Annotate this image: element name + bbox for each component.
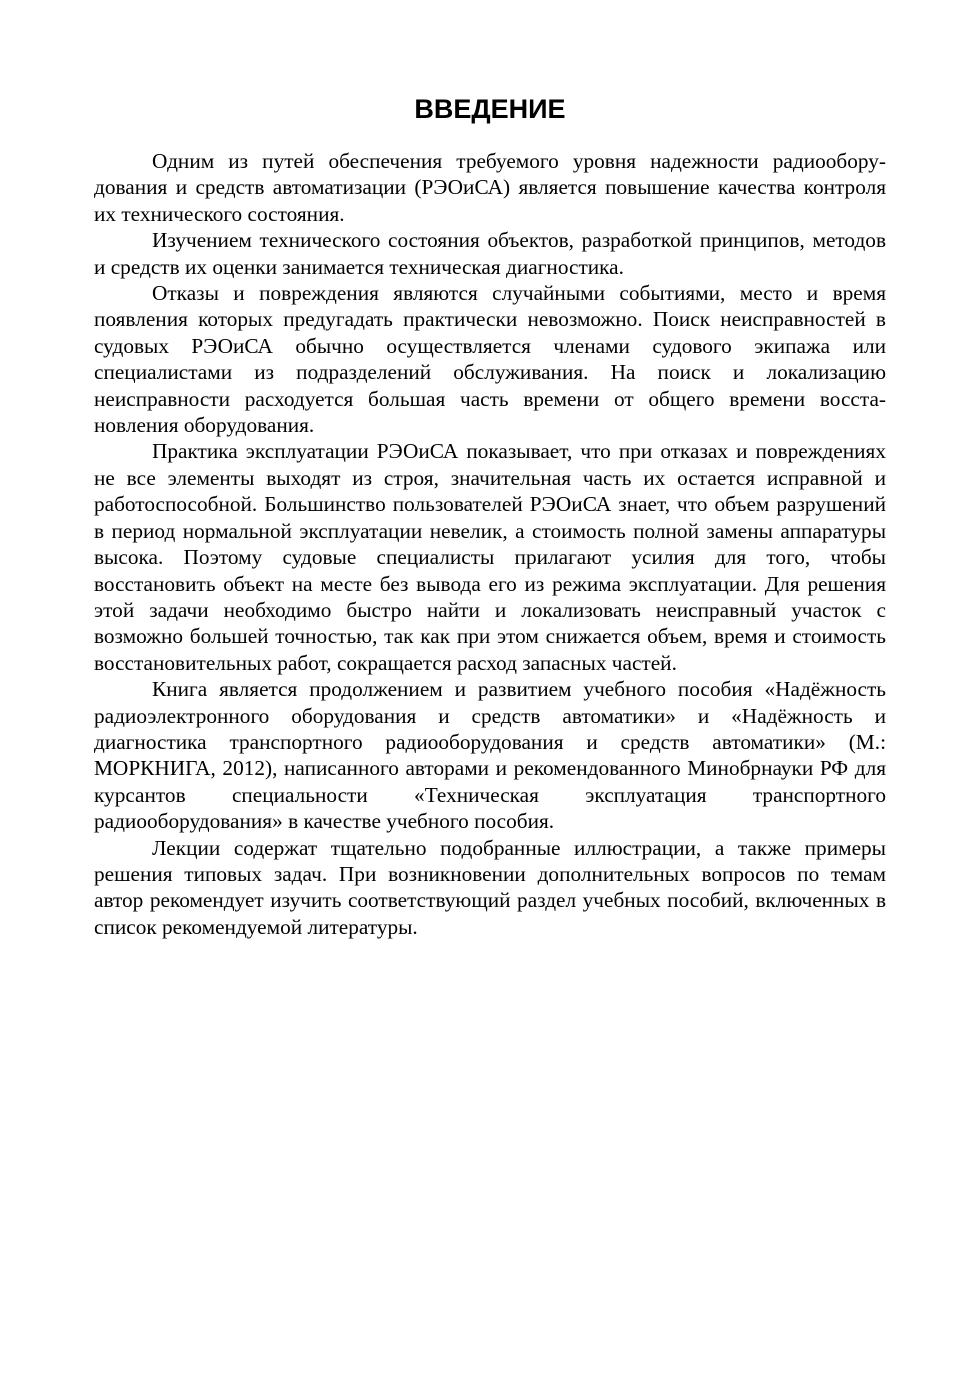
paragraph-5: Книга является продолжением и развитием учебного пособия «Надёжность радиоэлектронного оборудования и средств автоматики» и «Надёжность и диагностика транспортного радиооборудования и средств автоматики» (М.: МОРКНИГА, 2012), написанного авторами и рекомендованного Минобрнауки РФ для курсантов специальности «Техническая эксплуатация транспортного радиооборудования» в качестве учебного пособия. bbox=[94, 677, 886, 834]
body-text bbox=[94, 148, 886, 940]
paragraph-3: Отказы и повреждения являются случайными событиями, место и время появления которых предугадать практически невозможно. Поиск неисправностей в судовых РЭОиСА обычно осуществляется членами судового экипажа или специалистами из подразделений обслуживания. На поиск и локализацию неисправности расходуется большая часть времени от общего времени восстановления оборудования. bbox=[94, 281, 886, 438]
paragraph-2: Изучением технического состояния объектов, разработкой принципов, методов и средств их оценки занимается техническая диагностика. bbox=[94, 228, 886, 279]
paragraph-4: Практика эксплуатации РЭОиСА показывает, что при отказах и повреждениях не все элементы выходят из строя, значительная часть их остается исправной и работоспособной. Большинство пользователей РЭОиСА знает, что объем разрушений в период нормальной эксплуатации невелик, а стоимость полной замены аппаратуры высока. Поэтому судовые специалисты прилагают усилия для того, чтобы восстановить объект на месте без вывода его из режима эксплуатации. Для решения этой задачи необходимо быстро найти и локализовать неисправный участок с возможно большей точностью, так как при этом снижается объем, время и стоимость восстановительных работ, сокращается расход запасных частей. bbox=[94, 439, 886, 675]
paragraph-1: Одним из путей обеспечения требуемого уровня надежности радиооборудования и средств автоматизации (РЭОиСА) является повышение качества контроля их технического состояния. bbox=[94, 149, 886, 226]
page-title: ВВЕДЕНИЕ bbox=[414, 94, 566, 124]
paragraph-6: Лекции содержат тщательно подобранные иллюстрации, а также примеры решения типовых задач. При возникновении дополнительных вопросов по темам автор рекомендует изучить соответствующий раздел учебных пособий, включенных в список рекомендуемой литературы. bbox=[94, 835, 886, 939]
